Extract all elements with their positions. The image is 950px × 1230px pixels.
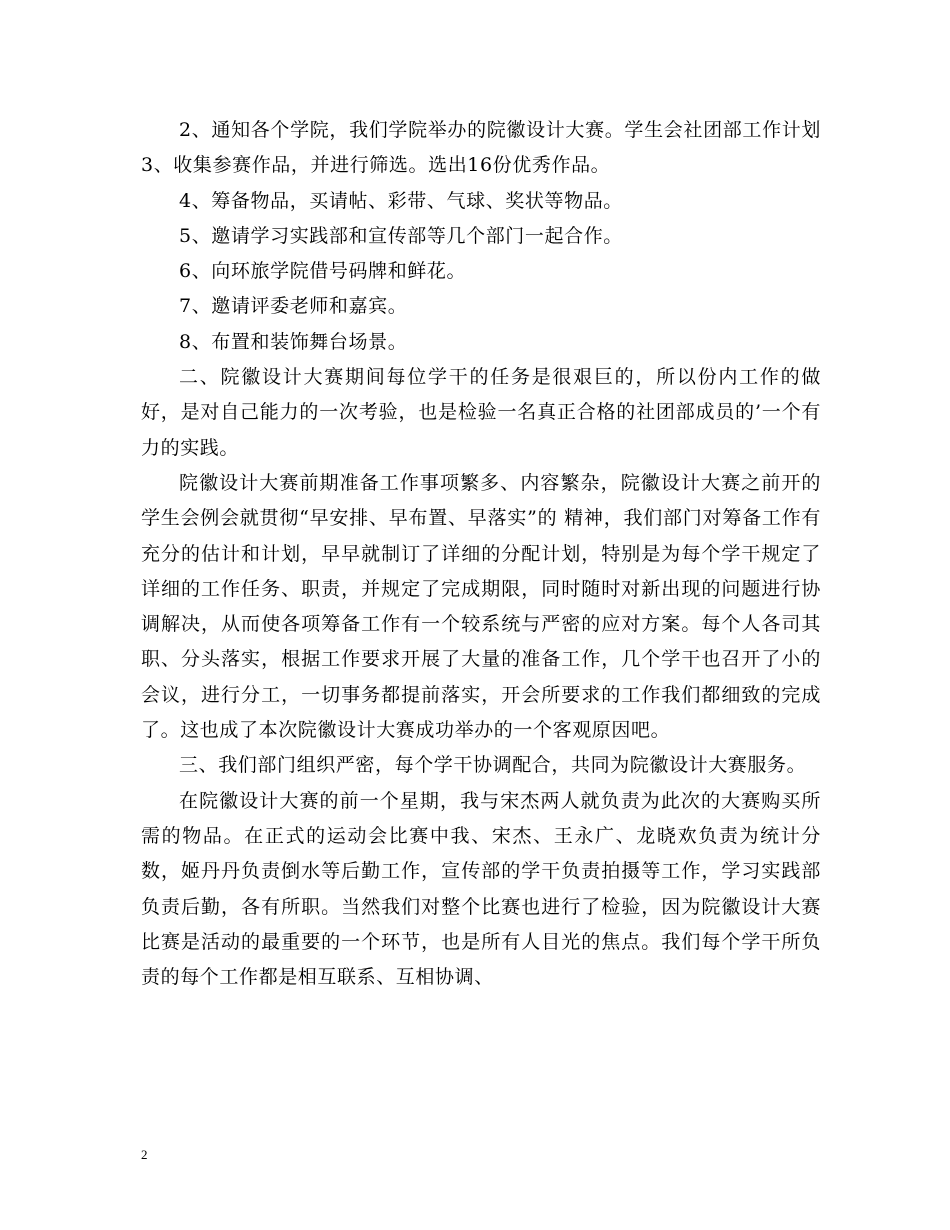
paragraph-item-6-borrow: 6、向环旅学院借号码牌和鲜花。 [179, 260, 467, 283]
paragraph-week-before: 在院徽设计大赛的前一个星期，我与宋杰两人就负责为此次的大赛购买所需的物品。在正式的运动会比赛中我、宋杰、王永广、龙晓欢负责为统计分数，姬丹丹负责倒水等后勤工作，宣传部的学干负责拍摄等工作，学习实践部负责后勤，各有所职。当然我们对整个比赛也进行了检验，因为院徽设计大赛比赛是活动的最重要的一个环节，也是所有人目光的焦点。我们每个学干所负责的每个工作都是相互联系、互相协调、 [141, 789, 821, 989]
paragraph-item-5-invite-departments: 5、邀请学习实践部和宣传部等几个部门一起合作。 [179, 224, 623, 247]
paragraph-item-8-stage: 8、布置和装饰舞台场景。 [179, 330, 408, 353]
document-body [141, 113, 821, 995]
paragraph-item-7-judges: 7、邀请评委老师和嘉宾。 [179, 295, 408, 318]
paragraph-section-three: 三、我们部门组织严密，每个学干协调配合，共同为院徽设计大赛服务。 [179, 754, 807, 777]
paragraph-item-4-supplies: 4、筹备物品，买请帖、彩带、气球、奖状等物品。 [179, 189, 623, 212]
paragraph-preparation: 院徽设计大赛前期准备工作事项繁多、内容繁杂，院徽设计大赛之前开的学生会例会就贯彻“早安排、早布置、早落实”的 精神，我们部门对筹备工作有充分的估计和计划，早早就制订了详细的分配计划，特别是为每个学干规定了详细的工作任务、职责，并规定了完成期限，同时随时对新出现的问题进行协调解决，从而使各项筹备工作有一个较系统与严密的应对方案。每个人各司其职、分头落实，根据工作要求开展了大量的准备工作，几个学干也召开了小的会议，进行分工，一切事务都提前落实，开会所要求的工作我们都细致的完成了。这也成了本次院徽设计大赛成功举办的一个客观原因吧。 [141, 471, 821, 742]
paragraph-section-two: 二、院徽设计大赛期间每位学干的任务是很艰巨的，所以份内工作的做好，是对自己能力的一次考验，也是检验一名真正合格的社团部成员的’一个有力的实践。 [141, 366, 821, 459]
paragraph-item-2-notify: 2、通知各个学院，我们学院举办的院徽设计大赛。学生会社团部工作计划3、收集参赛作品，并进行筛选。选出16份优秀作品。 [141, 119, 821, 177]
page-number: 2 [141, 1147, 148, 1162]
